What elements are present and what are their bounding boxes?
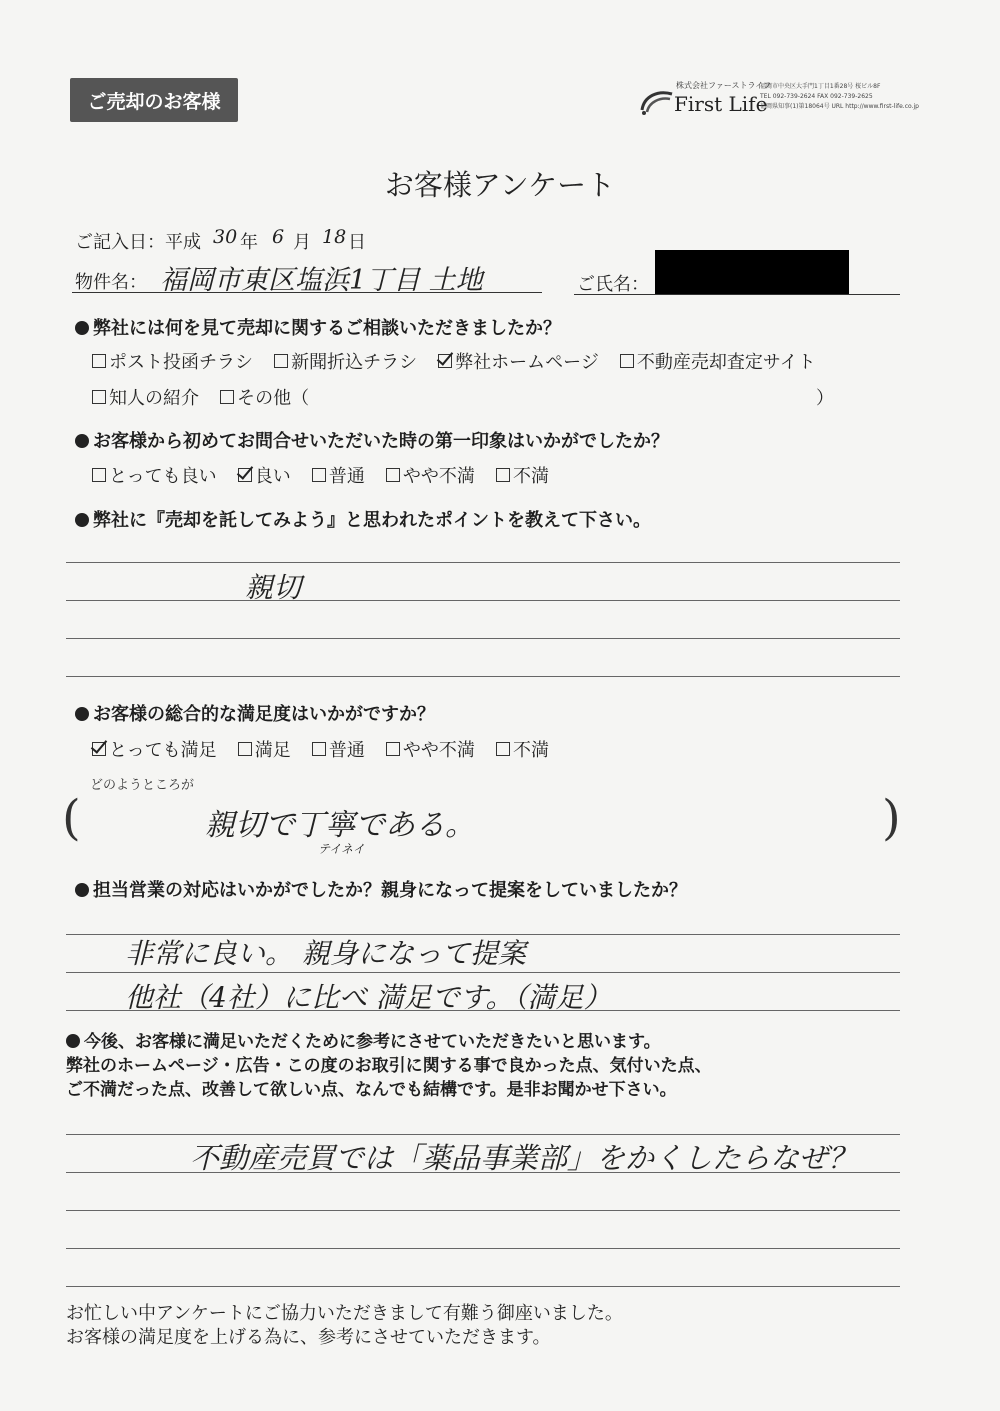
- date-year-unit: 年: [240, 232, 258, 253]
- footer-line2: お客様の満足度を上げる為に、参考にさせていただきます。: [66, 1327, 551, 1348]
- close-bracket: ): [882, 790, 901, 846]
- seller-badge: ご売却のお客様: [70, 78, 238, 122]
- bullet-icon: [75, 707, 89, 721]
- q1-option[interactable]: 新聞折込チラシ: [274, 348, 417, 374]
- checkbox-icon[interactable]: [238, 742, 252, 756]
- property-underline: [72, 292, 542, 293]
- q2-options: [92, 462, 565, 488]
- q4-option[interactable]: 普通: [312, 736, 365, 762]
- q1-options-row2: [92, 384, 325, 410]
- question-5-text: 担当営業の対応はいかがでしたか？親身になって提案をしていましたか？: [93, 880, 687, 901]
- company-info-line: TEL 092-739-2624 FAX 092-739-2625: [760, 93, 873, 100]
- company-info: [760, 82, 919, 112]
- property-value: 福岡市東区塩浜1丁目 土地: [160, 265, 483, 296]
- q4-answer-ruby: テイネイ: [318, 842, 365, 856]
- q4-option[interactable]: 不満: [496, 736, 549, 762]
- date-year: 30: [213, 226, 238, 248]
- answer-line: [66, 600, 900, 601]
- company-info-line: 福岡市中央区大手門1丁目1番28号 桜ビル8F: [760, 83, 881, 90]
- question-6-line3: ご不満だった点、改善して欲しい点、なんでも結構です。是非お聞かせ下さい。: [66, 1080, 677, 1100]
- q1-option[interactable]: 不動産売却査定サイト: [620, 348, 816, 374]
- answer-line: [66, 676, 900, 677]
- checkbox-icon[interactable]: [496, 468, 510, 482]
- bullet-icon: [66, 1034, 80, 1048]
- checkbox-icon[interactable]: [92, 354, 106, 368]
- page-title: お客様アンケート: [384, 168, 616, 202]
- checkbox-icon[interactable]: [92, 390, 106, 404]
- answer-line: [66, 1210, 900, 1211]
- date-month: 6: [272, 226, 285, 248]
- q4-options: [92, 736, 565, 762]
- checkbox-checked-icon[interactable]: [438, 354, 452, 368]
- answer-line: [66, 562, 900, 563]
- question-3: [75, 506, 651, 532]
- question-4-text: お客様の総合的な満足度はいかがですか？: [93, 704, 435, 725]
- question-2: [75, 427, 669, 453]
- q3-answer: 親切: [245, 571, 302, 604]
- q6-answer: 不動産売買では「薬品事業部」をかくしたらなぜ？: [190, 1141, 858, 1175]
- company-info-line: 福岡県知事(1)第18064号 URL http://www.first-life.co.jp: [760, 103, 919, 110]
- question-5: [75, 876, 687, 902]
- company-logo: [632, 80, 919, 126]
- checkbox-icon[interactable]: [496, 742, 510, 756]
- q5-answer-line2: 他社（4社）に比べ 満足です。（満足）: [125, 981, 612, 1014]
- question-6-line2: 弊社のホームページ・広告・この度のお取引に関する事で良かった点、気付いた点、: [66, 1056, 712, 1076]
- question-2-text: お客様から初めてお問合せいただいた時の第一印象はいかがでしたか？: [93, 431, 669, 452]
- q4-sub-label: どのようところが: [90, 778, 195, 793]
- answer-line: [66, 1010, 900, 1011]
- date-month-unit: 月: [293, 232, 311, 253]
- checkbox-icon[interactable]: [620, 354, 634, 368]
- q2-option[interactable]: とっても良い: [92, 462, 217, 488]
- question-3-text: 弊社に『売却を託してみよう』と思われたポイントを教えて下さい。: [93, 510, 651, 531]
- name-redaction: [655, 250, 849, 294]
- property-label: 物件名：: [75, 272, 147, 293]
- question-1-text: 弊社には何を見て売却に関するご相談いただきましたか？: [93, 318, 561, 339]
- question-1: [75, 314, 561, 340]
- bullet-icon: [75, 883, 89, 897]
- q1-option[interactable]: その他（: [220, 384, 309, 410]
- date-day-unit: 日: [348, 232, 366, 253]
- checkbox-icon[interactable]: [274, 354, 288, 368]
- bullet-icon: [75, 434, 89, 448]
- company-name: First Life: [674, 92, 768, 116]
- answer-line: [66, 638, 900, 639]
- q4-answer: 親切で丁寧である。: [205, 808, 475, 843]
- q4-option[interactable]: とっても満足: [92, 736, 217, 762]
- footer-line1: お忙しい中アンケートにご協力いただきまして有難う御座いました。: [66, 1303, 623, 1324]
- bullet-icon: [75, 321, 89, 335]
- question-6-line1: 今後、お客様に満足いただくために参考にさせていただきたいと思います。: [84, 1032, 661, 1052]
- company-sub: 株式会社ファーストライフ: [676, 81, 771, 90]
- q1-options-row1: [92, 348, 832, 374]
- q1-option[interactable]: ポスト投函チラシ: [92, 348, 253, 374]
- answer-line: [66, 1172, 900, 1173]
- q2-option[interactable]: 普通: [312, 462, 365, 488]
- checkbox-icon[interactable]: [92, 468, 106, 482]
- bullet-icon: [75, 513, 89, 527]
- question-6: [66, 1030, 712, 1102]
- answer-line: [66, 1248, 900, 1249]
- question-4: [75, 700, 435, 726]
- checkbox-icon[interactable]: [312, 742, 326, 756]
- name-underline: [574, 294, 900, 295]
- checkbox-icon[interactable]: [220, 390, 234, 404]
- footer: [66, 1302, 623, 1350]
- q2-option[interactable]: 不満: [496, 462, 549, 488]
- q1-close-paren: ）: [816, 388, 834, 409]
- date-label: ご記入日：平成: [75, 232, 201, 253]
- checkbox-icon[interactable]: [312, 468, 326, 482]
- q2-option[interactable]: やや不満: [386, 462, 475, 488]
- first-life-swoosh-icon: [638, 86, 674, 116]
- q2-option[interactable]: 良い: [238, 462, 291, 488]
- q4-option[interactable]: やや不満: [386, 736, 475, 762]
- open-bracket: (: [62, 790, 81, 846]
- checkbox-icon[interactable]: [386, 468, 400, 482]
- answer-line: [66, 1134, 900, 1135]
- checkbox-checked-icon[interactable]: [238, 468, 252, 482]
- q5-answer-line1: 非常に良い。 親身になって提案: [125, 937, 526, 970]
- checkbox-checked-icon[interactable]: [92, 742, 106, 756]
- answer-line: [66, 972, 900, 973]
- date-day: 18: [322, 226, 347, 248]
- q1-option[interactable]: 弊社ホームページ: [438, 348, 599, 374]
- checkbox-icon[interactable]: [386, 742, 400, 756]
- name-label: ご氏名：: [577, 274, 649, 295]
- q1-option[interactable]: 知人の紹介: [92, 384, 199, 410]
- answer-line: [66, 1286, 900, 1287]
- q4-option[interactable]: 満足: [238, 736, 291, 762]
